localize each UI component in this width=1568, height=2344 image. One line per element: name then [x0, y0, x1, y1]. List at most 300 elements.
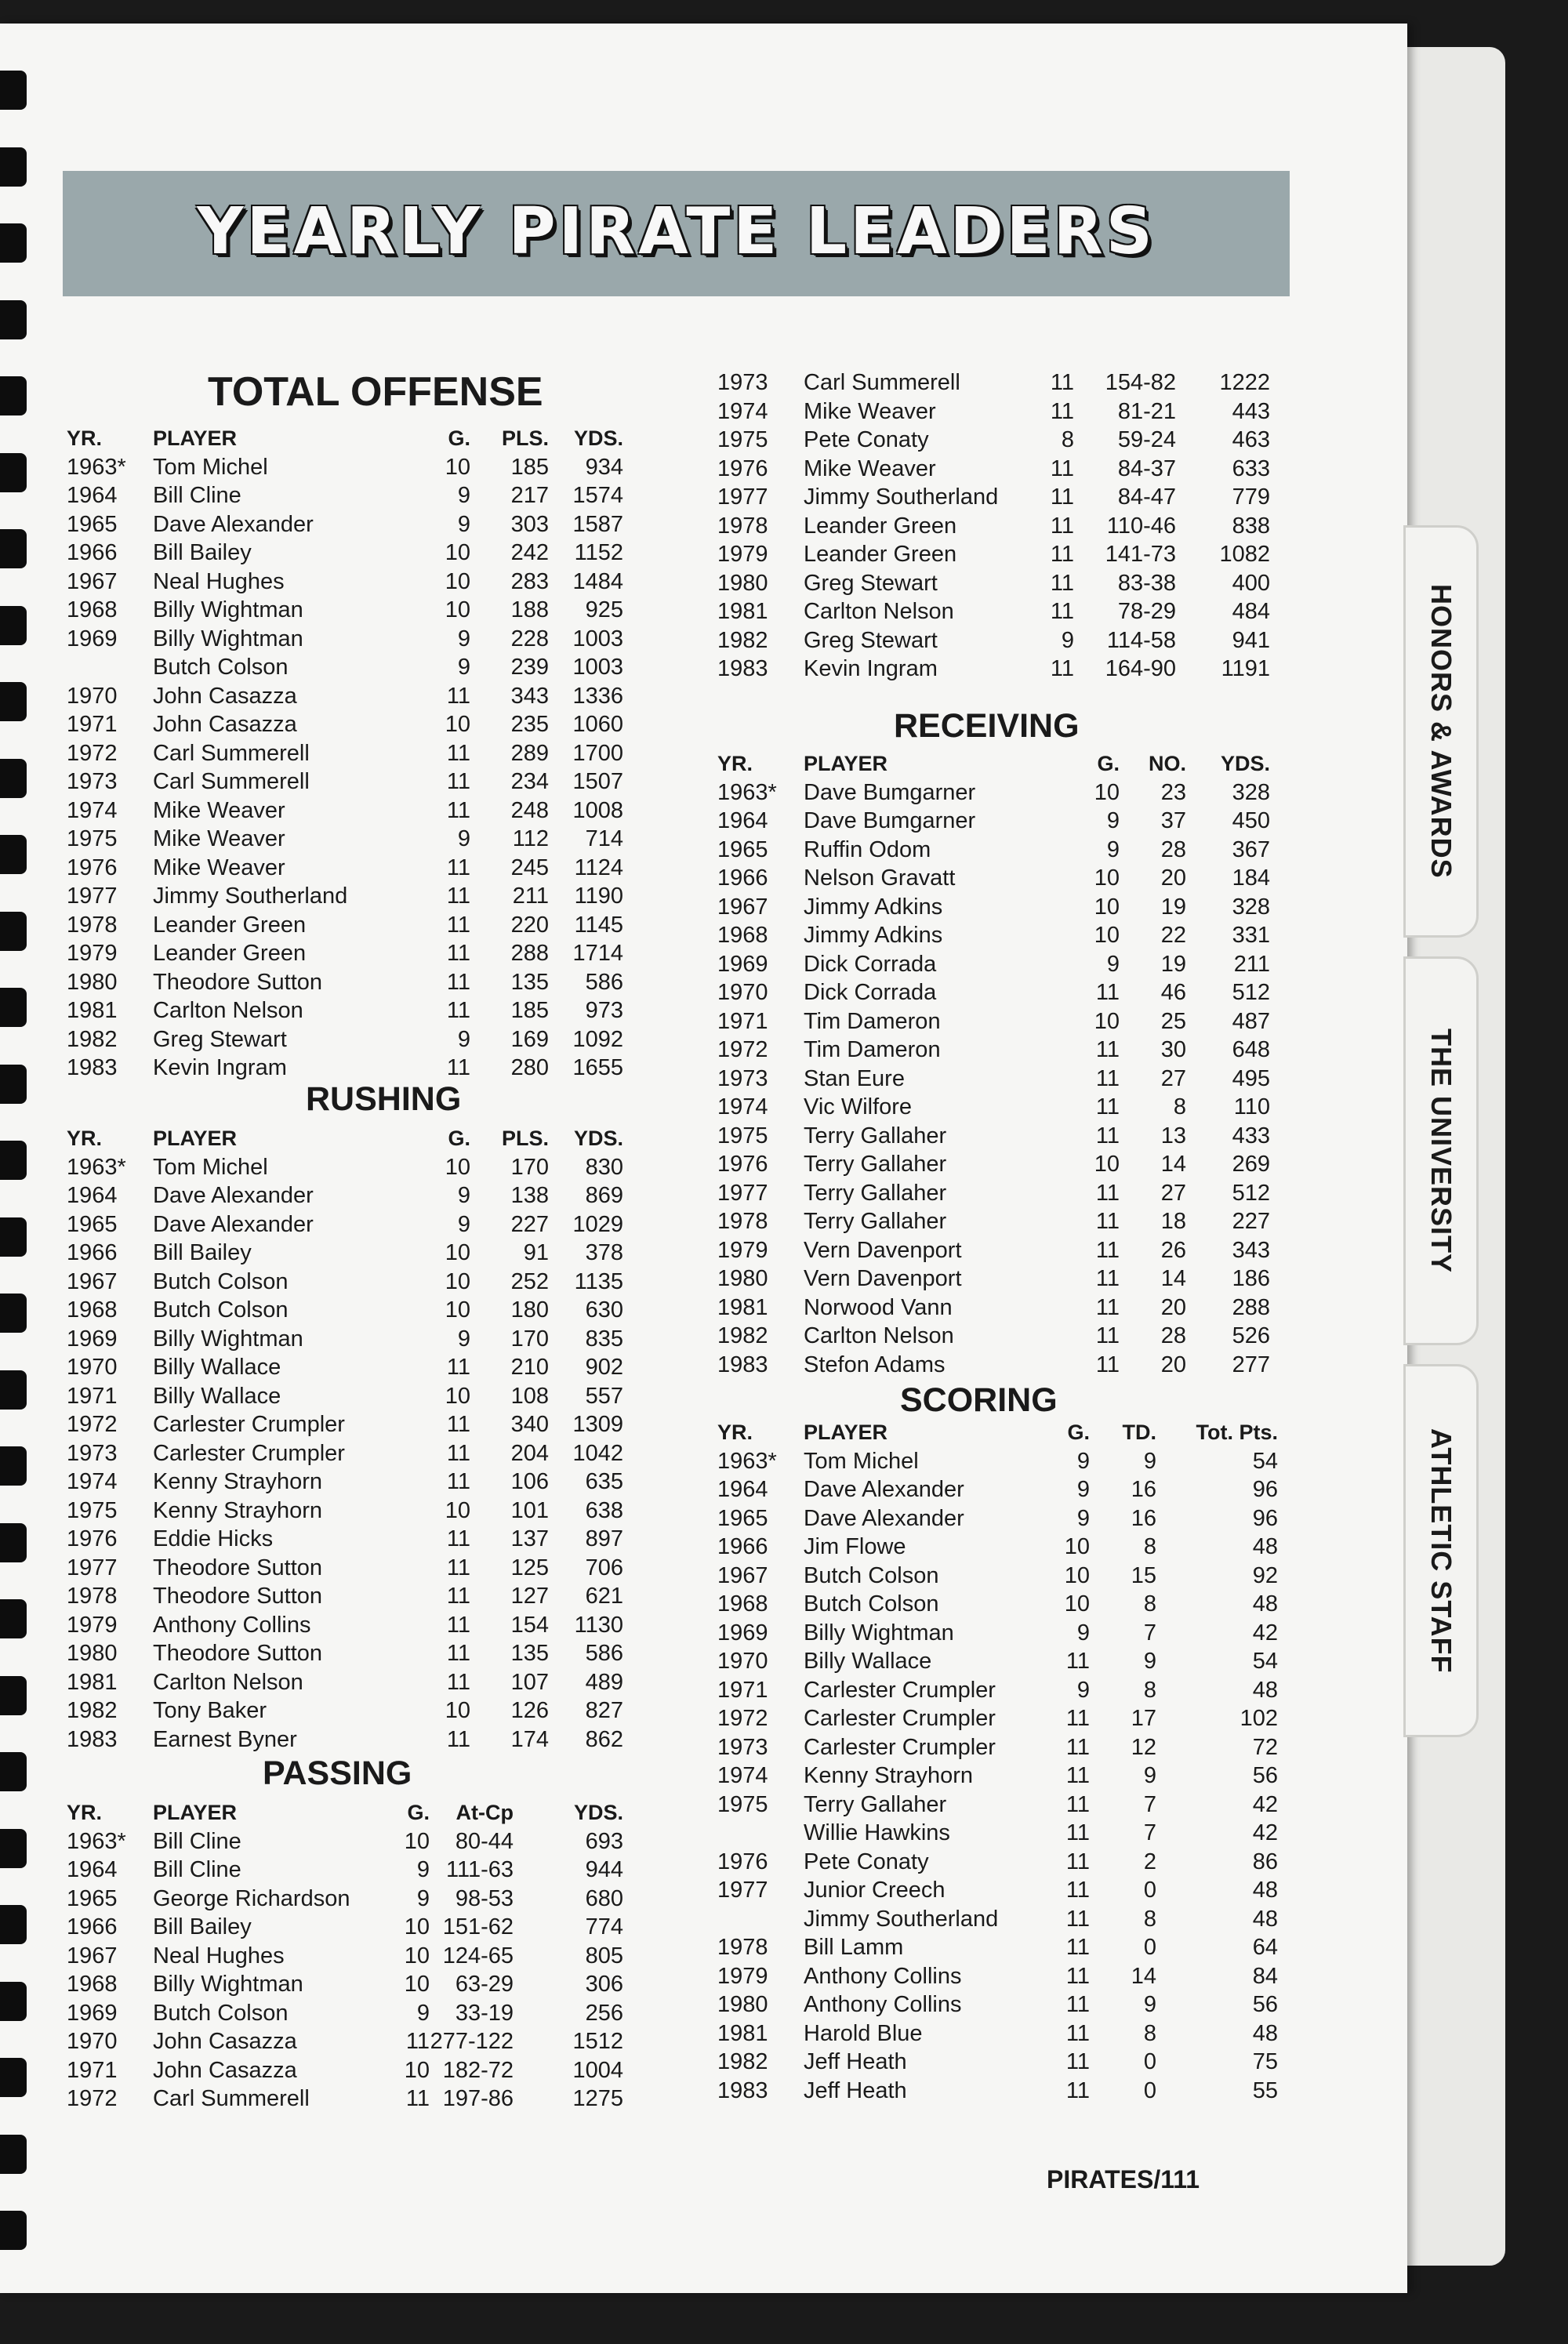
row-yards: 331: [1232, 923, 1270, 948]
row-yards: 830: [585, 1154, 623, 1180]
row-year: 1968: [67, 1972, 118, 1997]
row-yards: 489: [585, 1669, 623, 1695]
row-plays: 8: [1143, 1591, 1156, 1616]
row-yards: 211: [1233, 951, 1270, 977]
row-plays: 16: [1131, 1477, 1156, 1502]
table-row: [717, 1704, 1290, 1733]
table-row: [717, 978, 1290, 1007]
row-games: 11: [1065, 1849, 1090, 1874]
row-year: 1964: [717, 1477, 768, 1502]
row-year: 1971: [67, 1383, 118, 1409]
table-row: [67, 1296, 639, 1325]
row-yards: 648: [1232, 1037, 1270, 1062]
table-row: [717, 397, 1290, 426]
title-banner: [63, 171, 1290, 296]
row-plays: 135: [510, 1641, 549, 1666]
row-yards: 902: [585, 1355, 623, 1380]
row-player: Bill Bailey: [153, 1914, 252, 1939]
row-yards: 1507: [572, 769, 623, 794]
row-games: 10: [445, 1240, 470, 1265]
row-yards: 862: [585, 1726, 623, 1752]
row-plays: 170: [510, 1154, 549, 1180]
row-games: 11: [1095, 1237, 1120, 1263]
table-row: [67, 1611, 639, 1640]
row-year: 1964: [717, 808, 768, 833]
row-yards: 1082: [1219, 542, 1270, 567]
row-yards: 941: [1232, 627, 1270, 653]
col-year-header: YR.: [717, 752, 753, 775]
table-row: [717, 1962, 1290, 1991]
row-year: 1982: [67, 1698, 118, 1723]
binding-coil: [0, 759, 27, 798]
row-yards: 1222: [1219, 370, 1270, 395]
table-row: [67, 510, 639, 539]
row-yards: 1152: [574, 540, 623, 565]
table-row: [67, 682, 639, 711]
row-games: 11: [1050, 370, 1074, 395]
col-player-header: PLAYER: [804, 1421, 888, 1444]
row-games: 11: [1095, 1123, 1120, 1148]
row-plays: 164-90: [1105, 656, 1176, 681]
row-player: Carlester Crumpler: [153, 1412, 345, 1437]
row-player: Carlton Nelson: [153, 998, 303, 1023]
table-row: [717, 1819, 1290, 1848]
row-year: 1973: [717, 1734, 768, 1760]
table-row: [67, 710, 639, 739]
row-games: 11: [446, 969, 470, 995]
row-player: Leander Green: [153, 912, 307, 938]
row-player: Eddie Hicks: [153, 1526, 274, 1551]
row-yards: 92: [1252, 1562, 1278, 1588]
binding-coil: [0, 606, 27, 645]
row-yards: 48: [1252, 1677, 1278, 1703]
row-player: Jimmy Southerland: [153, 884, 348, 909]
col-yards-header: YDS.: [573, 1127, 623, 1150]
table-row: [717, 2077, 1290, 2106]
row-yards: 512: [1232, 1180, 1270, 1206]
row-games: 11: [446, 1055, 470, 1080]
row-yards: 1092: [572, 1026, 623, 1052]
col-plays-header: At-Cp: [456, 1801, 514, 1824]
table-row: [717, 1122, 1290, 1151]
row-games: 9: [457, 511, 470, 537]
row-year: 1973: [717, 370, 768, 395]
col-plays-header: PLS.: [501, 426, 549, 450]
row-yards: 256: [585, 2000, 623, 2026]
row-year: 1973: [67, 1440, 118, 1466]
binding-coil: [0, 1982, 27, 2021]
row-player: Greg Stewart: [804, 627, 938, 653]
binding-coil: [0, 1676, 27, 1715]
col-games-header: G.: [1067, 1421, 1090, 1444]
row-plays: 340: [510, 1412, 549, 1437]
row-games: 11: [446, 998, 470, 1023]
row-year: 1968: [717, 1591, 768, 1616]
row-year: 1982: [67, 1026, 118, 1052]
row-plays: 101: [510, 1497, 549, 1523]
row-year: 1965: [67, 1885, 118, 1911]
table-row: [717, 483, 1290, 512]
row-games: 10: [1064, 1591, 1090, 1616]
tab-honors-awards[interactable]: [1403, 525, 1479, 938]
row-year: 1967: [717, 1562, 768, 1588]
row-player: Willie Hawkins: [804, 1820, 950, 1845]
row-yards: 805: [585, 1943, 623, 1968]
table-header: [67, 424, 639, 453]
row-year: 1975: [67, 826, 118, 851]
row-year: 1963*: [67, 454, 126, 480]
row-games: 10: [1094, 923, 1120, 948]
row-year: 1967: [67, 1268, 118, 1294]
row-plays: 28: [1160, 1323, 1186, 1348]
table-row: [717, 807, 1290, 836]
row-yards: 64: [1252, 1935, 1278, 1960]
col-player-header: PLAYER: [804, 752, 888, 775]
row-player: Mike Weaver: [153, 826, 285, 851]
row-yards: 897: [585, 1526, 623, 1551]
row-plays: 9: [1143, 1649, 1156, 1674]
table-row: [717, 1762, 1290, 1791]
binding-coil: [0, 682, 27, 721]
table-row: [717, 1619, 1290, 1648]
table-row: [67, 1239, 639, 1268]
row-yards: 186: [1232, 1266, 1270, 1291]
col-yards-header: YDS.: [573, 1801, 623, 1824]
row-games: 11: [1065, 2077, 1090, 2103]
table-row: [717, 426, 1290, 455]
row-player: Mike Weaver: [153, 855, 285, 880]
table-row: [67, 1153, 639, 1182]
row-plays: 17: [1131, 1706, 1156, 1731]
binding-coil: [0, 2211, 27, 2250]
row-yards: 96: [1252, 1505, 1278, 1531]
row-player: Terry Gallaher: [804, 1152, 947, 1177]
row-plays: 277-122: [430, 2029, 514, 2054]
row-yards: 184: [1232, 865, 1270, 891]
row-player: Neal Hughes: [153, 1943, 285, 1968]
row-player: Billy Wallace: [804, 1649, 932, 1674]
tab-the-university[interactable]: [1403, 956, 1479, 1345]
row-games: 11: [405, 2029, 430, 2054]
row-player: John Casazza: [153, 683, 297, 709]
binding-coil: [0, 529, 27, 568]
row-games: 9: [1106, 808, 1120, 833]
row-yards: 774: [585, 1914, 623, 1939]
row-plays: 98-53: [455, 1885, 514, 1911]
row-yards: 1130: [574, 1612, 623, 1638]
page-title: YEARLY PIRATE LEADERS: [197, 194, 1156, 269]
row-player: Dave Bumgarner: [804, 779, 976, 805]
row-games: 10: [1094, 779, 1120, 805]
row-year: 1967: [717, 894, 768, 920]
col-games-header: G.: [407, 1801, 430, 1824]
table-row: [717, 1150, 1290, 1179]
row-plays: 12: [1131, 1734, 1156, 1760]
row-yards: 86: [1252, 1849, 1278, 1874]
row-year: 1980: [717, 570, 768, 596]
row-plays: 20: [1160, 1352, 1186, 1377]
row-year: 1972: [67, 1412, 118, 1437]
row-player: Terry Gallaher: [804, 1209, 947, 1234]
row-year: 1976: [67, 1526, 118, 1551]
row-plays: 14: [1131, 1963, 1156, 1989]
table-row: [67, 1999, 639, 2028]
row-year: 1983: [717, 2077, 768, 2103]
row-player: Anthony Collins: [804, 1992, 962, 2017]
row-player: Junior Creech: [804, 1878, 946, 1903]
row-plays: 197-86: [442, 2086, 514, 2111]
row-games: 11: [1065, 1878, 1090, 1903]
row-year: 1981: [717, 1294, 768, 1320]
row-year: 1963*: [67, 1828, 126, 1854]
row-yards: 680: [585, 1885, 623, 1911]
row-player: Dave Alexander: [153, 1183, 314, 1208]
row-year: 1971: [67, 712, 118, 737]
row-plays: 180: [510, 1297, 549, 1323]
table-row: [67, 568, 639, 597]
table-row: [67, 1410, 639, 1439]
row-games: 10: [445, 1297, 470, 1323]
row-yards: 42: [1252, 1791, 1278, 1817]
row-yards: 973: [585, 998, 623, 1023]
row-player: Kenny Strayhorn: [153, 1497, 323, 1523]
table-row: [67, 739, 639, 768]
row-plays: 242: [510, 540, 549, 565]
row-yards: 378: [585, 1240, 623, 1265]
row-year: 1978: [67, 1584, 118, 1609]
row-player: Bill Lamm: [804, 1935, 904, 1960]
table-row: [67, 1725, 639, 1754]
total-offense-title: TOTAL OFFENSE: [208, 369, 543, 415]
row-year: 1974: [717, 398, 768, 424]
row-plays: 125: [510, 1555, 549, 1580]
binding-coil: [0, 835, 27, 874]
col-yards-header: YDS.: [1220, 752, 1270, 775]
row-year: 1981: [67, 998, 118, 1023]
row-plays: 228: [510, 626, 549, 651]
row-player: Dave Bumgarner: [804, 808, 976, 833]
row-plays: 154-82: [1105, 370, 1176, 395]
row-player: John Casazza: [153, 2029, 297, 2054]
row-plays: 169: [510, 1026, 549, 1052]
row-games: 11: [1095, 1323, 1120, 1348]
row-player: Vern Davenport: [804, 1266, 962, 1291]
row-plays: 9: [1143, 1992, 1156, 2017]
row-yards: 1003: [572, 655, 623, 680]
row-player: Tim Dameron: [804, 1008, 941, 1034]
col-player-header: PLAYER: [153, 1127, 238, 1150]
binding-coil: [0, 1752, 27, 1791]
table-row: [717, 1990, 1290, 2019]
row-year: 1970: [717, 980, 768, 1005]
row-player: Butch Colson: [804, 1591, 939, 1616]
row-plays: 20: [1160, 1294, 1186, 1320]
table-row: [67, 481, 639, 510]
row-player: Carlester Crumpler: [804, 1677, 996, 1703]
binding-coil: [0, 453, 27, 492]
row-games: 9: [457, 626, 470, 651]
table-row: [717, 836, 1290, 865]
row-plays: 343: [510, 683, 549, 709]
table-row: [717, 540, 1290, 569]
table-row: [717, 950, 1290, 979]
col-plays-header: NO.: [1148, 752, 1186, 775]
binding-coil: [0, 223, 27, 263]
row-plays: 252: [510, 1268, 549, 1294]
row-games: 9: [1076, 1505, 1090, 1531]
row-year: 1978: [717, 513, 768, 539]
col-year-header: YR.: [67, 1801, 103, 1824]
tab-athletic-staff[interactable]: [1403, 1364, 1479, 1737]
row-player: Jimmy Southerland: [804, 484, 999, 510]
table-row: [717, 1093, 1290, 1122]
row-games: 11: [1065, 2020, 1090, 2046]
row-yards: 484: [1232, 599, 1270, 624]
row-plays: 8: [1143, 1906, 1156, 1932]
row-player: Leander Green: [804, 542, 957, 567]
row-games: 9: [416, 1885, 430, 1911]
row-player: Neal Hughes: [153, 568, 285, 594]
row-yards: 1029: [572, 1211, 623, 1237]
row-plays: 210: [510, 1355, 549, 1380]
row-yards: 633: [1232, 455, 1270, 481]
tab-athletic-staff-label: ATHLETIC STAFF: [1425, 1428, 1457, 1674]
row-player: Bill Cline: [153, 483, 241, 508]
row-plays: 124-65: [442, 1943, 514, 1968]
row-yards: 1124: [574, 855, 623, 880]
col-player-header: PLAYER: [153, 1801, 238, 1824]
row-year: 1968: [67, 1297, 118, 1323]
row-year: 1974: [717, 1094, 768, 1119]
row-games: 11: [1050, 513, 1074, 539]
table-row: [67, 882, 639, 911]
row-yards: 48: [1252, 1591, 1278, 1616]
row-player: Pete Conaty: [804, 427, 929, 452]
row-yards: 1714: [572, 941, 623, 966]
row-games: 9: [1106, 836, 1120, 862]
row-games: 11: [446, 884, 470, 909]
row-games: 11: [446, 683, 470, 709]
binding-coil: [0, 1523, 27, 1562]
row-games: 11: [1095, 1352, 1120, 1377]
row-player: Carlton Nelson: [153, 1669, 303, 1695]
table-row: [67, 1639, 639, 1668]
rushing-title: RUSHING: [306, 1080, 462, 1118]
table-row: [67, 1181, 639, 1210]
row-player: Carl Summerell: [153, 740, 310, 766]
row-games: 11: [1050, 542, 1074, 567]
table-row: [717, 1351, 1290, 1380]
table-row: [67, 1468, 639, 1497]
row-plays: 235: [510, 712, 549, 737]
row-year: 1969: [67, 2000, 118, 2026]
col-plays-header: PLS.: [501, 1127, 549, 1150]
row-plays: 8: [1173, 1094, 1186, 1119]
table-row: [67, 968, 639, 997]
row-games: 11: [1095, 1180, 1120, 1206]
row-player: Bill Cline: [153, 1857, 241, 1882]
row-games: 10: [1094, 1008, 1120, 1034]
table-row: [67, 1439, 639, 1468]
row-games: 10: [445, 1383, 470, 1409]
table-row: [717, 1447, 1290, 1476]
row-plays: 91: [523, 1240, 549, 1265]
tab-the-university-label: THE UNIVERSITY: [1425, 1028, 1457, 1274]
row-plays: 9: [1143, 1448, 1156, 1474]
row-year: 1963*: [67, 1154, 126, 1180]
binding-coil: [0, 1599, 27, 1638]
row-yards: 557: [585, 1383, 623, 1409]
row-plays: 25: [1160, 1008, 1186, 1034]
table-row: [67, 2085, 639, 2114]
row-games: 9: [457, 826, 470, 851]
row-player: Carl Summerell: [153, 769, 310, 794]
row-player: Bill Cline: [153, 1828, 241, 1854]
row-year: 1965: [67, 1211, 118, 1237]
row-plays: 112: [512, 826, 549, 851]
row-plays: 108: [510, 1383, 549, 1409]
row-yards: 450: [1232, 808, 1270, 833]
passing-title: PASSING: [263, 1754, 412, 1792]
row-games: 10: [445, 1268, 470, 1294]
row-player: Carlester Crumpler: [804, 1706, 996, 1731]
row-games: 10: [1094, 865, 1120, 891]
row-year: 1966: [67, 540, 118, 565]
row-games: 10: [404, 1943, 430, 1968]
table-row: [67, 825, 639, 854]
row-plays: 174: [510, 1726, 549, 1752]
row-yards: 495: [1232, 1065, 1270, 1091]
row-yards: 48: [1252, 2020, 1278, 2046]
row-yards: 367: [1232, 836, 1270, 862]
row-year: 1969: [717, 1620, 768, 1646]
row-plays: 33-19: [455, 2000, 514, 2026]
row-year: 1963*: [717, 1448, 777, 1474]
binding-coil: [0, 1829, 27, 1868]
row-plays: 188: [510, 597, 549, 622]
row-games: 9: [457, 483, 470, 508]
row-yards: 512: [1232, 980, 1270, 1005]
table-header: [67, 1124, 639, 1153]
row-player: Butch Colson: [153, 2000, 289, 2026]
row-plays: 0: [1143, 1878, 1156, 1903]
row-games: 11: [1095, 1065, 1120, 1091]
row-player: Jimmy Adkins: [804, 923, 943, 948]
binding-coil: [0, 147, 27, 187]
col-year-header: YR.: [67, 426, 103, 450]
row-player: Jim Flowe: [804, 1534, 906, 1559]
row-year: 1970: [67, 683, 118, 709]
binding-coil: [0, 71, 27, 110]
row-player: Billy Wightman: [153, 1972, 303, 1997]
row-year: 1981: [717, 2020, 768, 2046]
row-plays: 7: [1143, 1820, 1156, 1845]
row-plays: 63-29: [455, 1972, 514, 1997]
table-row: [67, 1942, 639, 1971]
row-yards: 693: [585, 1828, 623, 1854]
row-yards: 269: [1232, 1152, 1270, 1177]
row-year: 1979: [67, 941, 118, 966]
row-plays: 26: [1160, 1237, 1186, 1263]
row-year: 1980: [67, 969, 118, 995]
row-games: 11: [1050, 455, 1074, 481]
row-games: 9: [1076, 1620, 1090, 1646]
row-year: 1982: [717, 2049, 768, 2074]
binding-coil: [0, 1217, 27, 1257]
row-player: Greg Stewart: [153, 1026, 287, 1052]
row-player: Earnest Byner: [153, 1726, 297, 1752]
table-row: [67, 1382, 639, 1411]
